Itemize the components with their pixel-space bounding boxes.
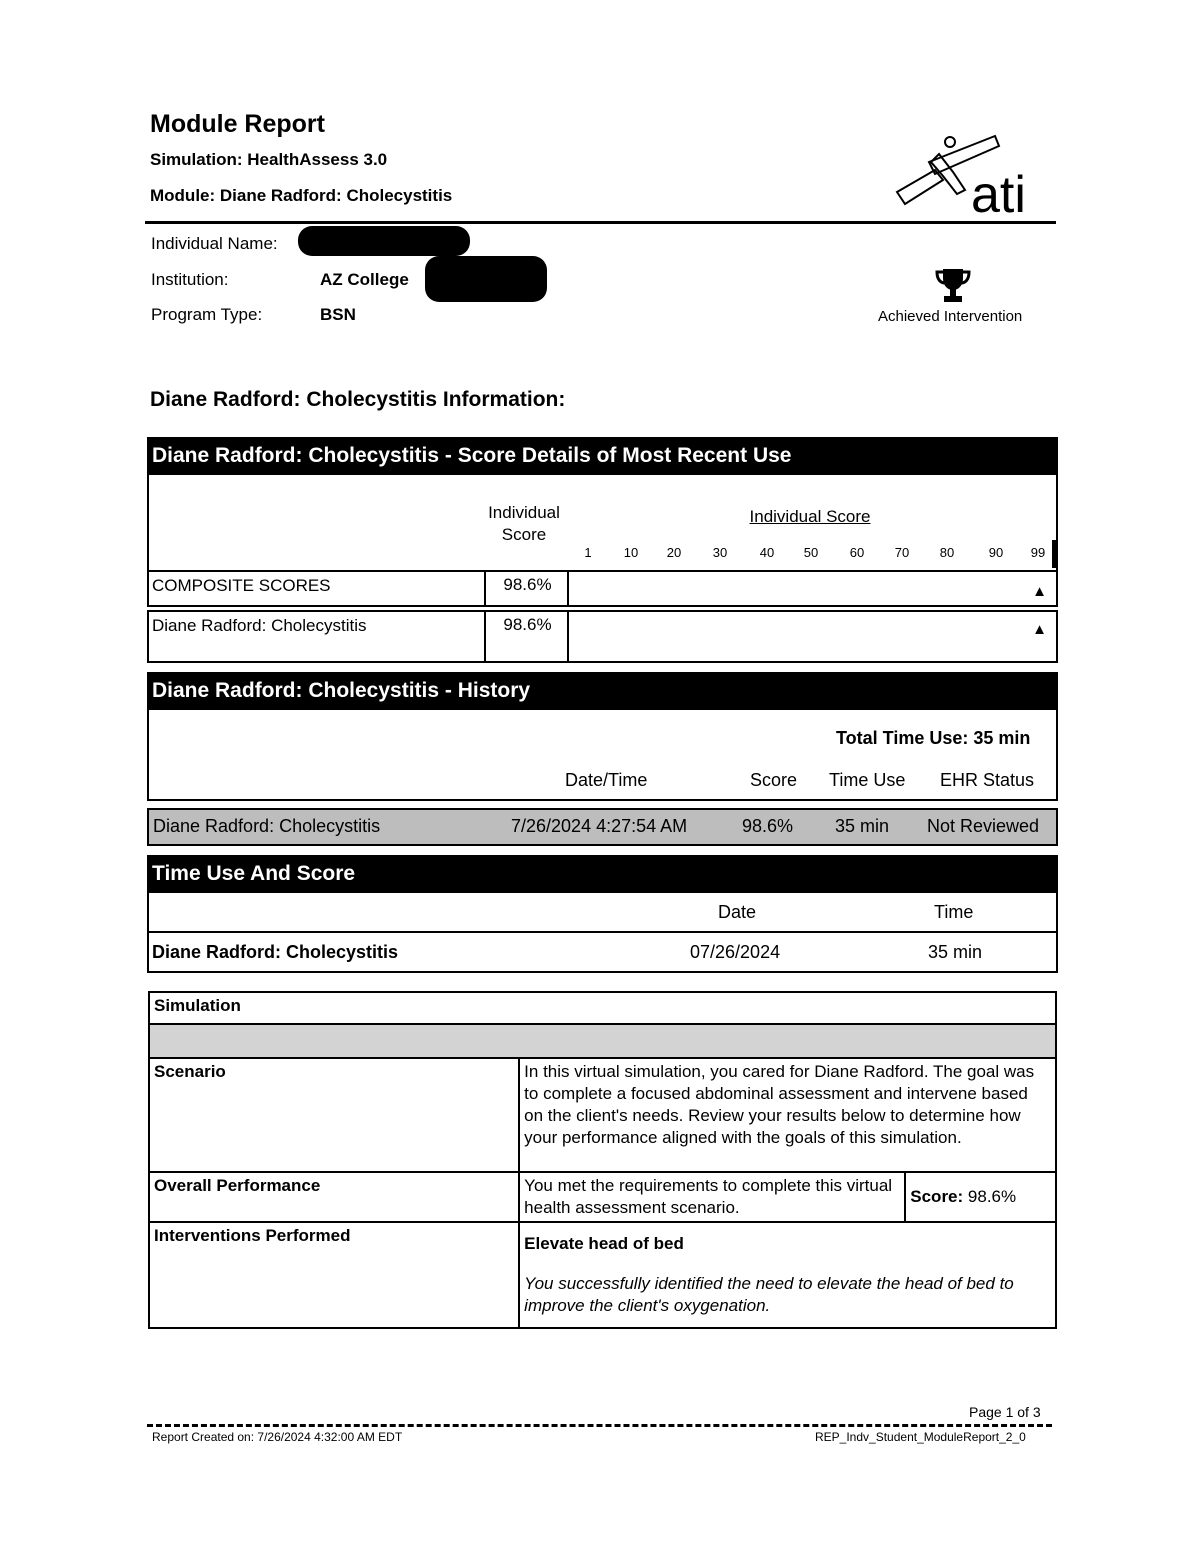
score-value: 98.6% — [967, 1187, 1017, 1206]
score-row-module — [147, 610, 1058, 663]
history-row-name: Diane Radford: Cholecystitis — [153, 816, 381, 836]
redaction-mark — [425, 256, 547, 302]
score-row-value: 98.6% — [484, 572, 569, 605]
intervention-text: You successfully identified the need to elevate the head of bed to improve the client's oxygenation. — [524, 1274, 1014, 1315]
ati-logo — [895, 132, 1040, 217]
trophy-icon — [934, 266, 972, 304]
achieved-intervention-label: Achieved Intervention — [878, 308, 1023, 325]
intervention-cell — [519, 1222, 1056, 1328]
time-use-row — [147, 933, 1058, 973]
history-row-score: 98.6% — [742, 816, 794, 836]
time-use-row-name: Diane Radford: Cholecystitis — [152, 942, 399, 962]
simulation-table — [148, 991, 1057, 1329]
scale-end-marker — [1052, 540, 1056, 568]
score-row-label: Diane Radford: Cholecystitis — [152, 616, 367, 635]
report-title: Module Report — [150, 110, 325, 138]
scale-tick-label: 90 — [988, 545, 1004, 560]
institution-value: AZ College — [320, 270, 409, 289]
scale-tick-label: 1 — [584, 545, 592, 560]
individual-score-column-label: Individual Score — [488, 503, 560, 544]
simulation-header: Simulation — [149, 992, 1056, 1024]
report-created: Report Created on: 7/26/2024 4:32:00 AM EDT — [152, 1430, 403, 1444]
program-type-value: BSN — [320, 305, 356, 324]
scenario-text: In this virtual simulation, you cared for Diane Radford. The goal was to complete a focused abdominal assessment and intervene based on the client's needs. Review your results below to determine how your performance aligned with the goals of this simulation. — [519, 1058, 1056, 1172]
history-row-datetime: 7/26/2024 4:27:54 AM — [511, 816, 688, 836]
history-col-score: Score — [750, 770, 798, 790]
score-row-bar — [567, 612, 1056, 661]
overall-performance-label: Overall Performance — [149, 1172, 519, 1222]
time-use-header: Time Use And Score — [147, 855, 1058, 893]
section-heading: Diane Radford: Cholecystitis Information: — [150, 388, 566, 411]
intervention-title: Elevate head of bed — [524, 1234, 684, 1253]
institution-label: Institution: — [151, 270, 229, 289]
program-type-label: Program Type: — [151, 305, 263, 324]
scale-tick-label: 80 — [939, 545, 955, 560]
time-use-row-time: 35 min — [928, 942, 983, 962]
scale-tick-label: 99 — [1030, 545, 1046, 560]
time-use-col-time: Time — [934, 902, 974, 922]
score-marker-icon: ▲ — [1032, 583, 1048, 600]
total-time-use: Total Time Use: 35 min — [836, 728, 1031, 748]
score-row-bar — [567, 572, 1056, 605]
scale-tick-label: 50 — [803, 545, 819, 560]
footer-divider — [147, 1424, 1052, 1427]
scale-tick-label: 20 — [666, 545, 682, 560]
score-row-composite — [147, 570, 1058, 607]
history-col-time-use: Time Use — [829, 770, 906, 790]
overall-score — [905, 1172, 1056, 1222]
time-use-col-date: Date — [718, 902, 757, 922]
score-row-label: COMPOSITE SCORES — [152, 576, 331, 595]
scale-tick-label: 30 — [712, 545, 728, 560]
history-row-ehr-status: Not Reviewed — [927, 816, 1040, 836]
time-use-row-date: 07/26/2024 — [690, 942, 781, 962]
overall-performance-text: You met the requirements to complete this virtual health assessment scenario. — [519, 1172, 905, 1222]
history-row — [147, 808, 1058, 846]
header-divider — [145, 221, 1056, 224]
history-col-datetime: Date/Time — [565, 770, 648, 790]
simulation-spacer-row — [149, 1024, 1056, 1058]
history-col-ehr-status: EHR Status — [940, 770, 1035, 790]
individual-score-scale-title: Individual Score — [749, 507, 871, 526]
module-line: Module: Diane Radford: Cholecystitis — [150, 186, 453, 205]
score-marker-icon: ▲ — [1032, 621, 1048, 638]
history-row-time-use: 35 min — [835, 816, 890, 836]
scenario-label: Scenario — [149, 1058, 519, 1172]
scale-tick-label: 10 — [623, 545, 639, 560]
scale-tick-label: 60 — [849, 545, 865, 560]
individual-name-label: Individual Name: — [151, 234, 278, 253]
scale-tick-label: 70 — [894, 545, 910, 560]
score-label: Score: — [910, 1187, 964, 1206]
time-use-column-header — [147, 893, 1058, 933]
scale-tick-label: 40 — [759, 545, 775, 560]
interventions-label: Interventions Performed — [149, 1222, 519, 1328]
simulation-line: Simulation: HealthAssess 3.0 — [150, 150, 388, 169]
redaction-mark — [298, 226, 470, 256]
history-header: Diane Radford: Cholecystitis - History — [147, 672, 1058, 710]
report-id: REP_Indv_Student_ModuleReport_2_0 — [815, 1430, 1026, 1444]
page-number: Page 1 of 3 — [969, 1404, 1041, 1420]
score-row-value: 98.6% — [484, 612, 569, 661]
score-details-header: Diane Radford: Cholecystitis - Score Details of Most Recent Use — [147, 437, 1058, 475]
logo-text: ati — [971, 166, 1026, 217]
